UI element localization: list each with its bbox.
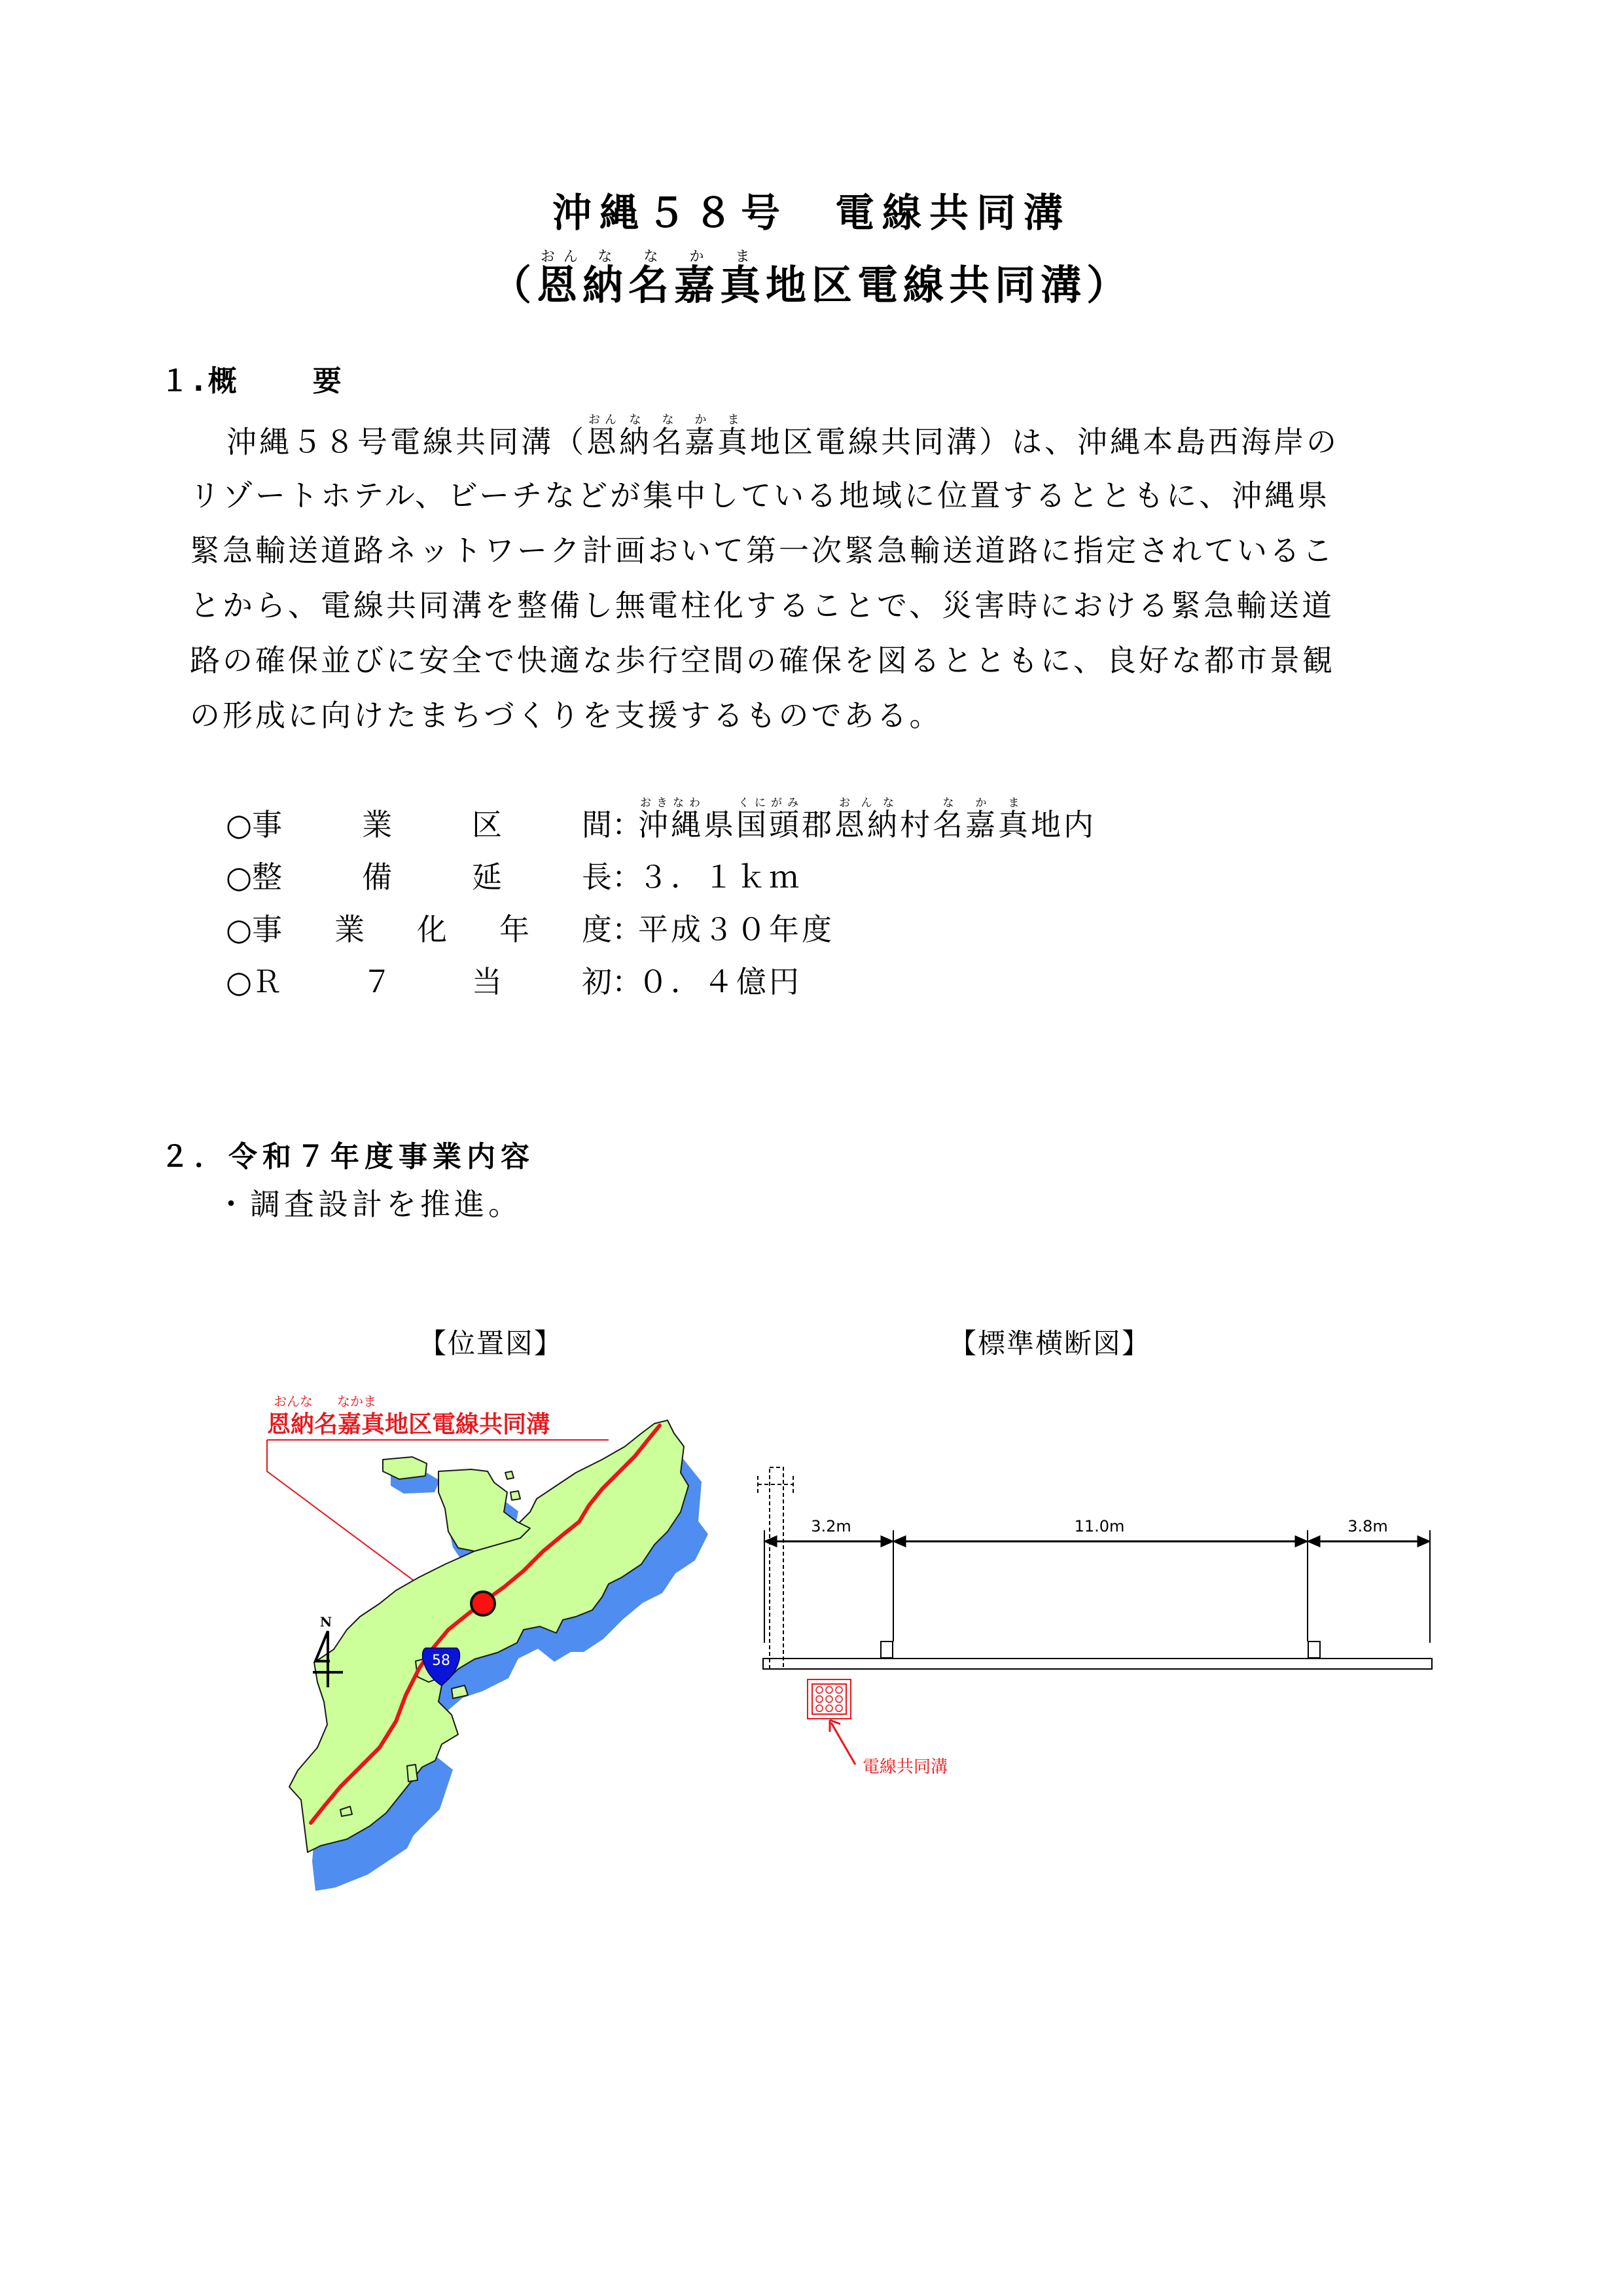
- cross-section-caption: 【標準横断図】: [949, 1327, 1151, 1359]
- bullet-item: ・調査設計を推進。: [216, 1187, 522, 1222]
- detail-row: [226, 785, 1096, 844]
- curb-left: [881, 1641, 893, 1658]
- map-label: 恩納名嘉真地区電線共同溝: [267, 1411, 550, 1438]
- svg-text:58: 58: [432, 1653, 450, 1669]
- detail-ruby: 村: [900, 807, 933, 842]
- map-label-ruby-2: なかま: [337, 1394, 376, 1409]
- paragraph-line: とから、電線共同溝を整備し無電柱化することで、災害時における緊急輸送道: [190, 588, 1335, 623]
- section-number: １.: [160, 365, 208, 398]
- project-details-list: [226, 785, 1096, 1007]
- project-location-marker: [471, 1592, 495, 1615]
- detail-colon: ：: [612, 859, 642, 895]
- detail-label: ○事 業 区 間: [226, 807, 612, 842]
- paragraph-line: リゾートホテル、ビーチなどが集中している地域に位置するとともに、沖縄県: [190, 478, 1330, 513]
- subtitle-rest: 地区電線共同溝: [766, 261, 1087, 309]
- detail-colon: ：: [612, 807, 642, 842]
- title-ruby-char: 恩おん: [536, 249, 582, 309]
- subtitle-ruby: [536, 249, 766, 309]
- duct-pipe: [836, 1687, 842, 1693]
- detail-ruby: 名嘉真なかま: [933, 797, 1031, 842]
- curb-right: [1308, 1641, 1320, 1658]
- duct-pipe: [826, 1705, 832, 1712]
- dimension-label-left-sidewalk: 3.2m: [811, 1517, 851, 1535]
- heading-char-1: 概: [207, 365, 241, 398]
- paragraph-line: 沖縄５８号電線共同溝（恩おん納な名な嘉か真ま地区電線共同溝）は、沖縄本島西海岸の: [226, 413, 1339, 459]
- standard-cross-section-diagram: [746, 1440, 1459, 1780]
- detail-label: ○事 業 化 年 度: [226, 912, 612, 947]
- paragraph-ruby-char: 嘉か: [685, 413, 717, 459]
- dimension-label-roadway: 11.0m: [1074, 1517, 1125, 1535]
- location-map: [249, 1394, 733, 1918]
- detail-row: [226, 850, 1096, 897]
- location-map-caption: 【位置図】: [419, 1327, 563, 1359]
- paragraph-ruby-char: 納な: [619, 413, 652, 459]
- conduit-arrow-icon: [830, 1720, 855, 1765]
- duct-pipe: [836, 1696, 842, 1702]
- paragraph-line: 緊急輸送道路ネットワーク計画おいて第一次緊急輸送道路に指定されているこ: [190, 533, 1335, 568]
- dimension-label-right-sidewalk: 3.8m: [1347, 1517, 1388, 1535]
- page-subtitle: [0, 249, 1623, 321]
- overview-paragraph: [190, 403, 1499, 743]
- heading-char-2: 要: [312, 365, 346, 398]
- duct-pipe: [816, 1687, 823, 1693]
- paragraph-line: の形成に向けたまちづくりを支援するものである。: [190, 698, 942, 733]
- paragraph-line: 路の確保並びに安全で快適な歩行空間の確保を図るとともに、良好な都市景観: [190, 643, 1335, 678]
- title-ruby-char: 嘉か: [674, 249, 721, 309]
- detail-label: ○整 備 延 長: [226, 859, 612, 895]
- duct-pipe: [816, 1705, 823, 1712]
- pavement: [763, 1659, 1432, 1669]
- svg-text:N: N: [319, 1614, 332, 1630]
- page-title: 沖縄５８号 電線共同溝: [552, 190, 1071, 236]
- detail-ruby: 地内: [1031, 807, 1096, 842]
- paragraph-ruby-char: 名な: [652, 413, 685, 459]
- detail-value: ０．４億円: [638, 964, 802, 999]
- detail-value: [638, 797, 1096, 844]
- detail-ruby: 県: [704, 807, 736, 842]
- detail-row: [226, 902, 1096, 949]
- detail-value: 平成３０年度: [638, 912, 834, 947]
- subtitle-close-paren: ）: [1086, 261, 1133, 309]
- utility-conduit: [808, 1679, 851, 1719]
- subtitle-open-paren: （: [490, 261, 537, 309]
- detail-value: ３．１ｋｍ: [638, 859, 802, 895]
- paragraph-ruby-char: 恩おん: [586, 413, 619, 459]
- okinawa-island: [289, 1420, 688, 1852]
- title-ruby-char: 真ま: [720, 249, 766, 309]
- detail-row: [226, 954, 1096, 1001]
- dimension-lines: [766, 1537, 1429, 1546]
- map-label-ruby-1: おんな: [274, 1394, 313, 1409]
- duct-pipe: [836, 1705, 842, 1712]
- section-heading-overview: [160, 363, 346, 400]
- detail-colon: ：: [612, 964, 642, 999]
- paragraph-ruby-char: 真ま: [717, 413, 750, 459]
- removed-utility-pole: [758, 1467, 793, 1669]
- detail-ruby: 沖縄おきなわ: [638, 797, 704, 842]
- detail-ruby: 国頭くにがみ: [736, 797, 802, 842]
- detail-ruby: 郡: [802, 807, 834, 842]
- title-ruby-char: 名な: [628, 249, 674, 309]
- title-ruby-char: 納な: [582, 249, 628, 309]
- section-heading-fy-content: ２．令和７年度事業内容: [160, 1140, 535, 1174]
- duct-pipe: [816, 1696, 823, 1702]
- detail-label: ○Ｒ ７ 当 初: [226, 964, 612, 999]
- detail-colon: ：: [612, 912, 642, 947]
- conduit-label: 電線共同溝: [863, 1757, 948, 1777]
- duct-pipe: [826, 1687, 832, 1693]
- duct-pipe: [826, 1696, 832, 1702]
- detail-ruby: 恩納おんな: [834, 797, 900, 842]
